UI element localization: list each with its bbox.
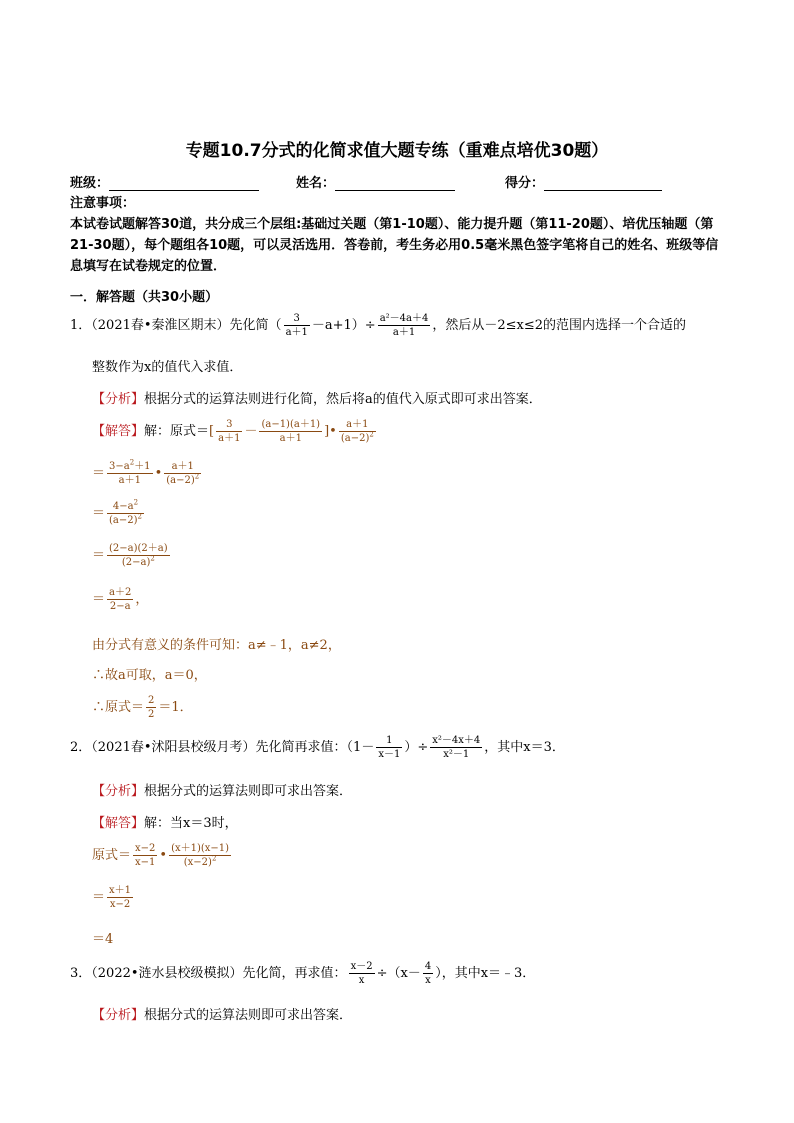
q1-analysis-text: 根据分式的运算法则进行化简，然后将a的值代入原式即可求出答案．	[144, 392, 542, 407]
q1-condition: 由分式有意义的条件可知：a≠﹣1，a≠2，	[92, 638, 341, 653]
q1-step5: ＝ $\frac{a+2}{2-a}$ ，	[92, 587, 149, 612]
q2-analysis: 【分析】根据分式的运算法则即可求出答案．	[92, 784, 353, 799]
section-heading: 一．解答题（共30小题）	[70, 290, 219, 305]
score-field	[505, 172, 662, 191]
notice-heading: 注意事项：	[70, 196, 136, 211]
q1-source: （2021春•秦淮区期末）	[91, 318, 230, 333]
q2-answer: 【解答】解：当x＝3时，	[92, 816, 238, 831]
q2-frac1: $\frac{1}{x-1}$	[378, 735, 401, 760]
name-field	[296, 172, 455, 191]
q1-after: －a+1）÷	[311, 318, 376, 333]
name-blank[interactable]	[335, 176, 455, 191]
q1-frac2: $\frac{\text{a²－4a＋4}}{a+1}$	[379, 313, 429, 338]
q1-analysis-tag: 【分析】	[92, 392, 145, 407]
q1-therefore2: ∴原式＝ $\frac{2}{2}$ ＝1．	[92, 695, 193, 720]
q1-analysis	[92, 388, 542, 407]
q2-step2: ＝ $\frac{x+1}{x-2}$	[92, 885, 132, 910]
class-field	[70, 172, 259, 191]
q2-number: 2．	[70, 740, 92, 755]
q1-therefore1: ∴故a可取，a＝0，	[92, 668, 207, 683]
q1-tail: ，然后从－2≤x≤2的范围内选择一个合适的	[432, 318, 687, 333]
q1-line2: 整数作为x的值代入求值．	[92, 360, 243, 375]
q1-answer-line1: 【解答】解：原式＝[ $\frac{3}{a+1}$ － $\frac{(a-1)(a+1)}{a+1}$ ]• $\frac{a+1}{(a-2)^2}$	[92, 419, 374, 444]
q1-step4: ＝ $\frac{(2-a)(2+a)}{(2-a)^2}$	[92, 543, 168, 568]
notice-body: 本试卷试题解答30道，共分成三个层组:基础过关题（第1-10题）、能力提升题（第11-20题）、培优压轴题（第21-30题），每个题组各10题，可以灵活选用．答卷前，考生务必用0.5毫米黑色签字笔将自己的姓名、班级等信息填写在试卷规定的位置．	[70, 217, 719, 274]
name-label: 姓名：	[296, 176, 336, 191]
q1-prompt: 先化简（	[229, 318, 282, 333]
q2-stem: 2．（2021春•沭阳县校级月考）先化简再求值：（1－ $\frac{1}{x-1}$ ）÷ $\frac{\text{x²－4x＋4}}{\text{x²－1}}$ ，其中x＝3．	[70, 735, 565, 760]
q1-step3: ＝ $\frac{4-a^2}{(a-2)^2}$	[92, 498, 142, 526]
q3-frac1: $\frac{x-2}{x}$	[350, 961, 373, 986]
q2-frac2: $\frac{\text{x²－4x＋4}}{\text{x²－1}}$	[432, 735, 481, 760]
q2-prompt: 先化简再求值：（1－	[255, 740, 375, 755]
q2-source: （2021春•沭阳县校级月考）	[91, 740, 256, 755]
class-blank[interactable]	[109, 176, 259, 191]
q1-frac1: $\frac{3}{a+1}$	[285, 313, 308, 338]
q1-stem	[70, 312, 686, 339]
score-blank[interactable]	[544, 176, 662, 191]
score-label: 得分：	[505, 176, 545, 191]
q1-answer-tag: 【解答】	[92, 424, 145, 439]
q1-number: 1．	[70, 318, 92, 333]
q1-step2: ＝ $\frac{3-a^2+1}{a+1}$ • $\frac{a+1}{(a-2)^2}$	[92, 458, 200, 486]
q3-frac2: $\frac{4}{x}$	[424, 961, 432, 986]
q2-step1: 原式＝ $\frac{x-2}{x-1}$ • $\frac{(x+1)(x-1)}{(x-2)^2}$	[92, 843, 230, 868]
q3-stem: 3．（2022•涟水县校级模拟）先化简，再求值： $\frac{x-2}{x}$ ÷（x－ $\frac{4}{x}$ ），其中x＝﹣3．	[70, 961, 536, 986]
q3-analysis: 【分析】根据分式的运算法则即可求出答案．	[92, 1008, 353, 1023]
class-label: 班级：	[70, 176, 110, 191]
page-title: 专题10.7分式的化简求值大题专练（重难点培优30题）	[185, 141, 609, 161]
q1-answer-lead: 解：原式＝	[144, 424, 210, 439]
q2-result: ＝4	[92, 932, 114, 947]
